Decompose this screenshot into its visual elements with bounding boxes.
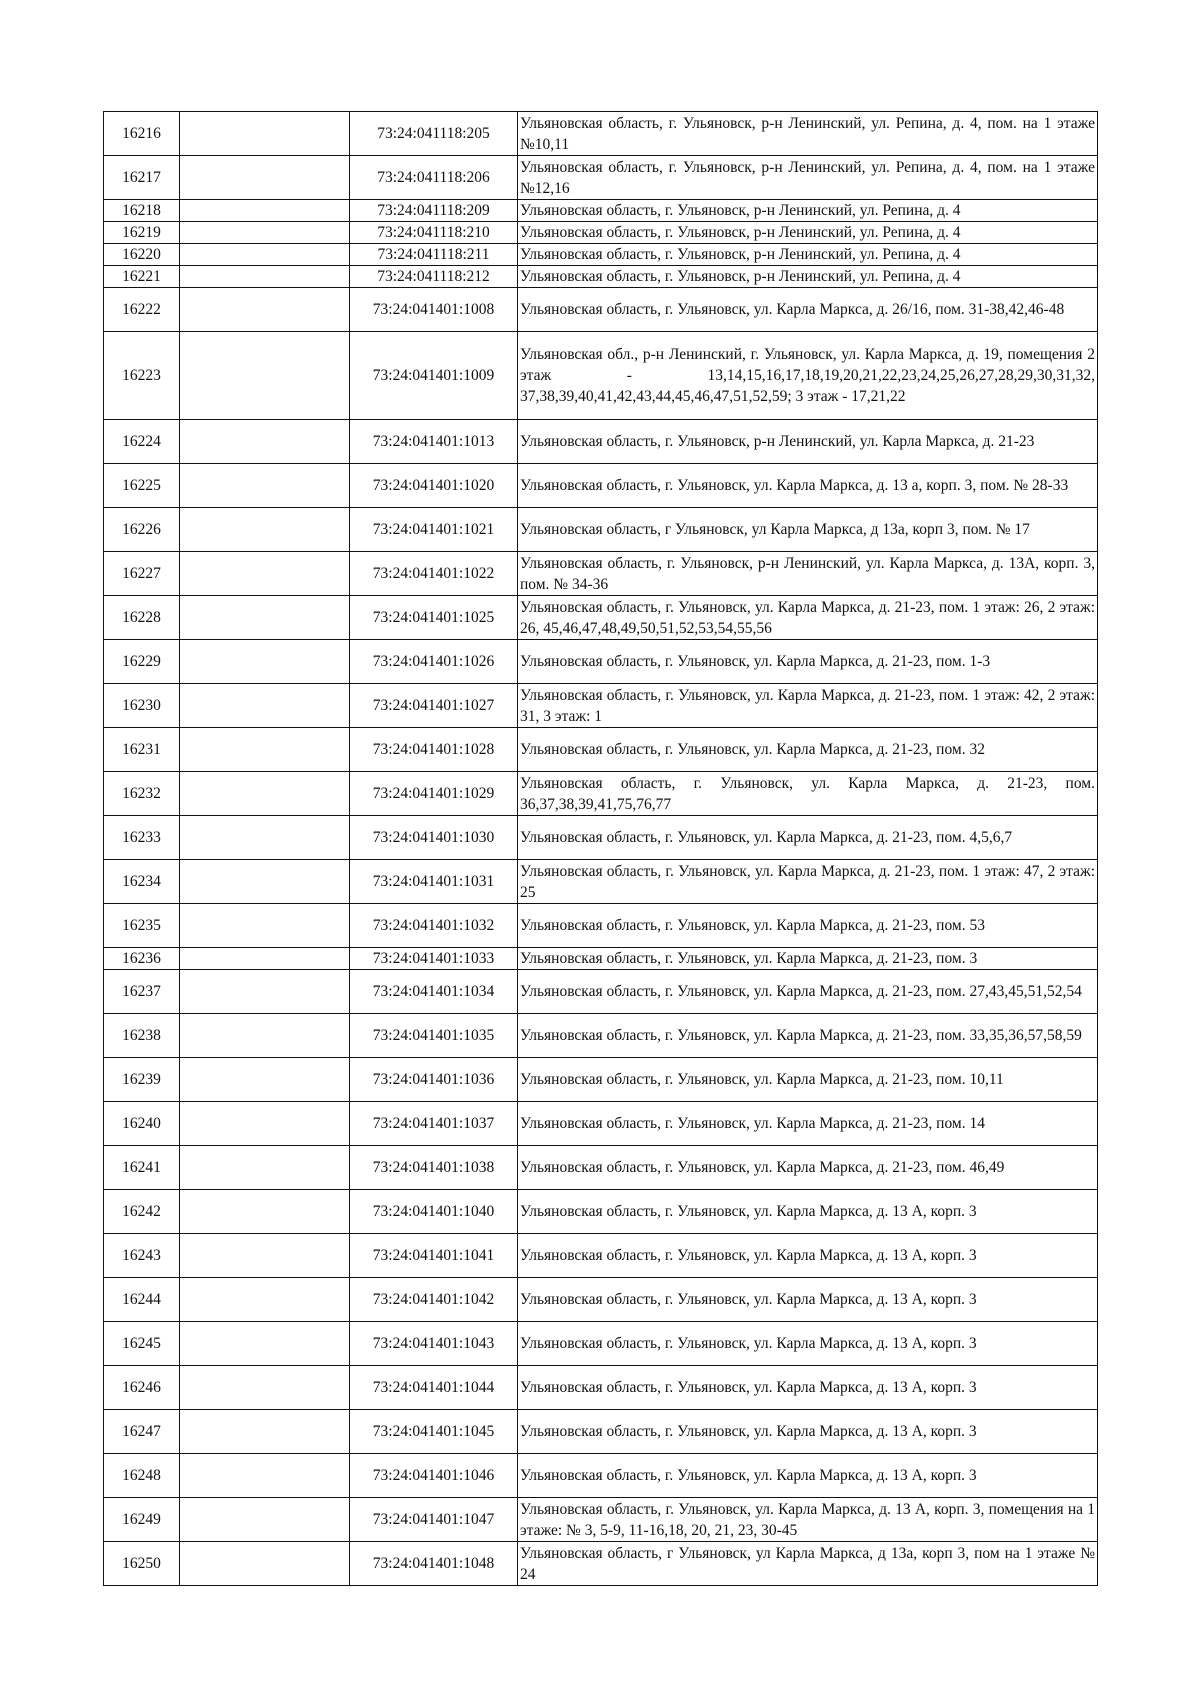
address-cell: Ульяновская область, г. Ульяновск, ул. Карла Маркса, д. 21-23, пом. 1-3 (518, 640, 1098, 684)
row-number-cell: 16228 (104, 596, 180, 640)
cadastral-number-cell: 73:24:041401:1042 (350, 1278, 518, 1322)
table-row (104, 1190, 1098, 1234)
cadastral-number-cell: 73:24:041401:1043 (350, 1322, 518, 1366)
empty-cell (180, 200, 350, 222)
row-number-cell: 16244 (104, 1278, 180, 1322)
cadastral-number-cell: 73:24:041118:212 (350, 266, 518, 288)
address-cell: Ульяновская область, г. Ульяновск, ул. Карла Маркса, д. 13 А, корп. 3 (518, 1454, 1098, 1498)
document-page (103, 111, 1097, 1586)
cadastral-number-cell: 73:24:041401:1021 (350, 508, 518, 552)
table-row (104, 266, 1098, 288)
table-row (104, 948, 1098, 970)
table-row (104, 156, 1098, 200)
row-number-cell: 16232 (104, 772, 180, 816)
table-row (104, 288, 1098, 332)
cadastral-number-cell: 73:24:041401:1033 (350, 948, 518, 970)
row-number-cell: 16220 (104, 244, 180, 266)
row-number-cell: 16242 (104, 1190, 180, 1234)
cadastral-number-cell: 73:24:041401:1040 (350, 1190, 518, 1234)
cadastral-number-cell: 73:24:041401:1048 (350, 1542, 518, 1586)
table-row (104, 244, 1098, 266)
address-cell: Ульяновская область, г. Ульяновск, ул. Карла Маркса, д. 13 А, корп. 3, помещения на 1 этаже: № 3, 5-9, 11-16,18, 20, 21, 23, 30-45 (518, 1498, 1098, 1542)
empty-cell (180, 948, 350, 970)
empty-cell (180, 970, 350, 1014)
cadastral-number-cell: 73:24:041401:1032 (350, 904, 518, 948)
cadastral-number-cell: 73:24:041401:1008 (350, 288, 518, 332)
empty-cell (180, 860, 350, 904)
row-number-cell: 16238 (104, 1014, 180, 1058)
cadastral-number-cell: 73:24:041401:1046 (350, 1454, 518, 1498)
table-row (104, 1322, 1098, 1366)
row-number-cell: 16250 (104, 1542, 180, 1586)
table-row (104, 1410, 1098, 1454)
table-row (104, 1102, 1098, 1146)
row-number-cell: 16223 (104, 332, 180, 420)
row-number-cell: 16225 (104, 464, 180, 508)
table-row (104, 1498, 1098, 1542)
cadastral-number-cell: 73:24:041401:1041 (350, 1234, 518, 1278)
cadastral-number-cell: 73:24:041401:1027 (350, 684, 518, 728)
cadastral-number-cell: 73:24:041118:211 (350, 244, 518, 266)
row-number-cell: 16239 (104, 1058, 180, 1102)
cadastral-number-cell: 73:24:041401:1047 (350, 1498, 518, 1542)
cadastral-number-cell: 73:24:041401:1034 (350, 970, 518, 1014)
empty-cell (180, 1542, 350, 1586)
empty-cell (180, 816, 350, 860)
empty-cell (180, 332, 350, 420)
empty-cell (180, 420, 350, 464)
row-number-cell: 16224 (104, 420, 180, 464)
empty-cell (180, 244, 350, 266)
table-row (104, 640, 1098, 684)
table-row (104, 1234, 1098, 1278)
address-cell: Ульяновская область, г. Ульяновск, ул. Карла Маркса, д. 21-23, пом. 36,37,38,39,41,75,76,77 (518, 772, 1098, 816)
table-row (104, 1146, 1098, 1190)
row-number-cell: 16240 (104, 1102, 180, 1146)
empty-cell (180, 1322, 350, 1366)
cadastral-number-cell: 73:24:041401:1035 (350, 1014, 518, 1058)
empty-cell (180, 1498, 350, 1542)
empty-cell (180, 904, 350, 948)
row-number-cell: 16222 (104, 288, 180, 332)
address-cell: Ульяновская область, г. Ульяновск, р-н Ленинский, ул. Репина, д. 4 (518, 200, 1098, 222)
address-cell: Ульяновская область, г. Ульяновск, ул. Карла Маркса, д. 21-23, пом. 4,5,6,7 (518, 816, 1098, 860)
address-cell: Ульяновская область, г. Ульяновск, р-н Ленинский, ул. Репина, д. 4 (518, 266, 1098, 288)
address-cell: Ульяновская область, г. Ульяновск, ул. Карла Маркса, д. 26/16, пом. 31-38,42,46-48 (518, 288, 1098, 332)
address-cell: Ульяновская область, г. Ульяновск, р-н Ленинский, ул. Карла Маркса, д. 21-23 (518, 420, 1098, 464)
cadastral-number-cell: 73:24:041118:206 (350, 156, 518, 200)
row-number-cell: 16221 (104, 266, 180, 288)
row-number-cell: 16235 (104, 904, 180, 948)
address-cell: Ульяновская область, г. Ульяновск, ул. Карла Маркса, д. 13 А, корп. 3 (518, 1410, 1098, 1454)
cadastral-number-cell: 73:24:041118:205 (350, 112, 518, 156)
empty-cell (180, 1146, 350, 1190)
row-number-cell: 16229 (104, 640, 180, 684)
address-cell: Ульяновская область, г. Ульяновск, ул. Карла Маркса, д. 21-23, пом. 1 этаж: 26, 2 этаж: 26, 45,46,47,48,49,50,51,52,53,54,55,56 (518, 596, 1098, 640)
table-row (104, 1542, 1098, 1586)
address-cell: Ульяновская область, г. Ульяновск, ул. Карла Маркса, д. 21-23, пом. 10,11 (518, 1058, 1098, 1102)
address-cell: Ульяновская область, г Ульяновск, ул Карла Маркса, д 13а, корп 3, пом на 1 этаже № 24 (518, 1542, 1098, 1586)
address-cell: Ульяновская область, г. Ульяновск, ул. Карла Маркса, д. 21-23, пом. 1 этаж: 42, 2 этаж: 31, 3 этаж: 1 (518, 684, 1098, 728)
empty-cell (180, 1366, 350, 1410)
address-cell: Ульяновская обл., р-н Ленинский, г. Ульяновск, ул. Карла Маркса, д. 19, помещения 2 этаж - 13,14,15,16,17,18,19,20,21,22,23,24,25,26,27,28,29,30,31,32, 37,38,39,40,41,42,43,44,45,46,47,51,52,59; 3 этаж - 17,21,22 (518, 332, 1098, 420)
empty-cell (180, 772, 350, 816)
row-number-cell: 16247 (104, 1410, 180, 1454)
address-cell: Ульяновская область, г. Ульяновск, р-н Ленинский, ул. Репина, д. 4 (518, 244, 1098, 266)
cadastral-number-cell: 73:24:041401:1038 (350, 1146, 518, 1190)
row-number-cell: 16227 (104, 552, 180, 596)
row-number-cell: 16234 (104, 860, 180, 904)
row-number-cell: 16218 (104, 200, 180, 222)
cadastral-number-cell: 73:24:041401:1044 (350, 1366, 518, 1410)
address-cell: Ульяновская область, г. Ульяновск, ул. Карла Маркса, д. 13 А, корп. 3 (518, 1190, 1098, 1234)
row-number-cell: 16237 (104, 970, 180, 1014)
table-row (104, 904, 1098, 948)
empty-cell (180, 640, 350, 684)
table-row (104, 508, 1098, 552)
empty-cell (180, 266, 350, 288)
table-row (104, 728, 1098, 772)
address-cell: Ульяновская область, г. Ульяновск, р-н Ленинский, ул. Репина, д. 4 (518, 222, 1098, 244)
table-row (104, 1278, 1098, 1322)
table-row (104, 552, 1098, 596)
table-row (104, 222, 1098, 244)
empty-cell (180, 1014, 350, 1058)
address-cell: Ульяновская область, г Ульяновск, ул Карла Маркса, д 13а, корп 3, пом. № 17 (518, 508, 1098, 552)
row-number-cell: 16249 (104, 1498, 180, 1542)
cadastral-number-cell: 73:24:041401:1020 (350, 464, 518, 508)
row-number-cell: 16219 (104, 222, 180, 244)
cadastral-number-cell: 73:24:041401:1028 (350, 728, 518, 772)
address-cell: Ульяновская область, г. Ульяновск, ул. Карла Маркса, д. 13 А, корп. 3 (518, 1322, 1098, 1366)
cadastral-number-cell: 73:24:041401:1025 (350, 596, 518, 640)
empty-cell (180, 112, 350, 156)
empty-cell (180, 684, 350, 728)
address-cell: Ульяновская область, г. Ульяновск, р-н Ленинский, ул. Репина, д. 4, пом. на 1 этаже №12,16 (518, 156, 1098, 200)
cadastral-number-cell: 73:24:041401:1013 (350, 420, 518, 464)
address-cell: Ульяновская область, г. Ульяновск, ул. Карла Маркса, д. 21-23, пом. 33,35,36,57,58,59 (518, 1014, 1098, 1058)
cadastral-number-cell: 73:24:041401:1036 (350, 1058, 518, 1102)
row-number-cell: 16245 (104, 1322, 180, 1366)
address-cell: Ульяновская область, г. Ульяновск, ул. Карла Маркса, д. 21-23, пом. 14 (518, 1102, 1098, 1146)
address-cell: Ульяновская область, г. Ульяновск, ул. Карла Маркса, д. 21-23, пом. 53 (518, 904, 1098, 948)
empty-cell (180, 222, 350, 244)
empty-cell (180, 508, 350, 552)
row-number-cell: 16226 (104, 508, 180, 552)
address-cell: Ульяновская область, г. Ульяновск, ул. Карла Маркса, д. 13 А, корп. 3 (518, 1278, 1098, 1322)
address-cell: Ульяновская область, г. Ульяновск, ул. Карла Маркса, д. 21-23, пом. 1 этаж: 47, 2 этаж: 25 (518, 860, 1098, 904)
table-row (104, 1454, 1098, 1498)
row-number-cell: 16230 (104, 684, 180, 728)
address-cell: Ульяновская область, г. Ульяновск, ул. Карла Маркса, д. 13 А, корп. 3 (518, 1366, 1098, 1410)
row-number-cell: 16216 (104, 112, 180, 156)
row-number-cell: 16217 (104, 156, 180, 200)
row-number-cell: 16236 (104, 948, 180, 970)
address-cell: Ульяновская область, г. Ульяновск, ул. Карла Маркса, д. 21-23, пом. 27,43,45,51,52,54 (518, 970, 1098, 1014)
table-row (104, 684, 1098, 728)
cadastral-number-cell: 73:24:041401:1037 (350, 1102, 518, 1146)
cadastral-number-cell: 73:24:041118:210 (350, 222, 518, 244)
row-number-cell: 16231 (104, 728, 180, 772)
address-cell: Ульяновская область, г. Ульяновск, ул. Карла Маркса, д. 21-23, пом. 32 (518, 728, 1098, 772)
empty-cell (180, 728, 350, 772)
table-row (104, 1366, 1098, 1410)
cadastral-number-cell: 73:24:041401:1022 (350, 552, 518, 596)
row-number-cell: 16233 (104, 816, 180, 860)
table-row (104, 816, 1098, 860)
table-row (104, 772, 1098, 816)
address-cell: Ульяновская область, г. Ульяновск, ул. Карла Маркса, д. 13 А, корп. 3 (518, 1234, 1098, 1278)
cadastral-number-cell: 73:24:041401:1045 (350, 1410, 518, 1454)
empty-cell (180, 1278, 350, 1322)
registry-table-body (104, 112, 1098, 1586)
row-number-cell: 16241 (104, 1146, 180, 1190)
empty-cell (180, 1234, 350, 1278)
empty-cell (180, 288, 350, 332)
empty-cell (180, 156, 350, 200)
empty-cell (180, 1190, 350, 1234)
table-row (104, 420, 1098, 464)
cadastral-number-cell: 73:24:041401:1030 (350, 816, 518, 860)
table-row (104, 596, 1098, 640)
row-number-cell: 16248 (104, 1454, 180, 1498)
address-cell: Ульяновская область, г. Ульяновск, ул. Карла Маркса, д. 21-23, пом. 46,49 (518, 1146, 1098, 1190)
table-row (104, 112, 1098, 156)
address-cell: Ульяновская область, г. Ульяновск, ул. Карла Маркса, д. 13 а, корп. 3, пом. № 28-33 (518, 464, 1098, 508)
cadastral-number-cell: 73:24:041401:1009 (350, 332, 518, 420)
table-row (104, 1014, 1098, 1058)
empty-cell (180, 1102, 350, 1146)
registry-table (103, 111, 1098, 1586)
table-row (104, 1058, 1098, 1102)
empty-cell (180, 552, 350, 596)
row-number-cell: 16243 (104, 1234, 180, 1278)
cadastral-number-cell: 73:24:041401:1029 (350, 772, 518, 816)
table-row (104, 970, 1098, 1014)
cadastral-number-cell: 73:24:041118:209 (350, 200, 518, 222)
address-cell: Ульяновская область, г. Ульяновск, р-н Ленинский, ул. Репина, д. 4, пом. на 1 этаже №10,11 (518, 112, 1098, 156)
address-cell: Ульяновская область, г. Ульяновск, р-н Ленинский, ул. Карла Маркса, д. 13А, корп. 3, пом. № 34-36 (518, 552, 1098, 596)
cadastral-number-cell: 73:24:041401:1031 (350, 860, 518, 904)
row-number-cell: 16246 (104, 1366, 180, 1410)
table-row (104, 200, 1098, 222)
cadastral-number-cell: 73:24:041401:1026 (350, 640, 518, 684)
empty-cell (180, 596, 350, 640)
table-row (104, 464, 1098, 508)
empty-cell (180, 1454, 350, 1498)
address-cell: Ульяновская область, г. Ульяновск, ул. Карла Маркса, д. 21-23, пом. 3 (518, 948, 1098, 970)
table-row (104, 332, 1098, 420)
empty-cell (180, 1058, 350, 1102)
empty-cell (180, 464, 350, 508)
empty-cell (180, 1410, 350, 1454)
table-row (104, 860, 1098, 904)
